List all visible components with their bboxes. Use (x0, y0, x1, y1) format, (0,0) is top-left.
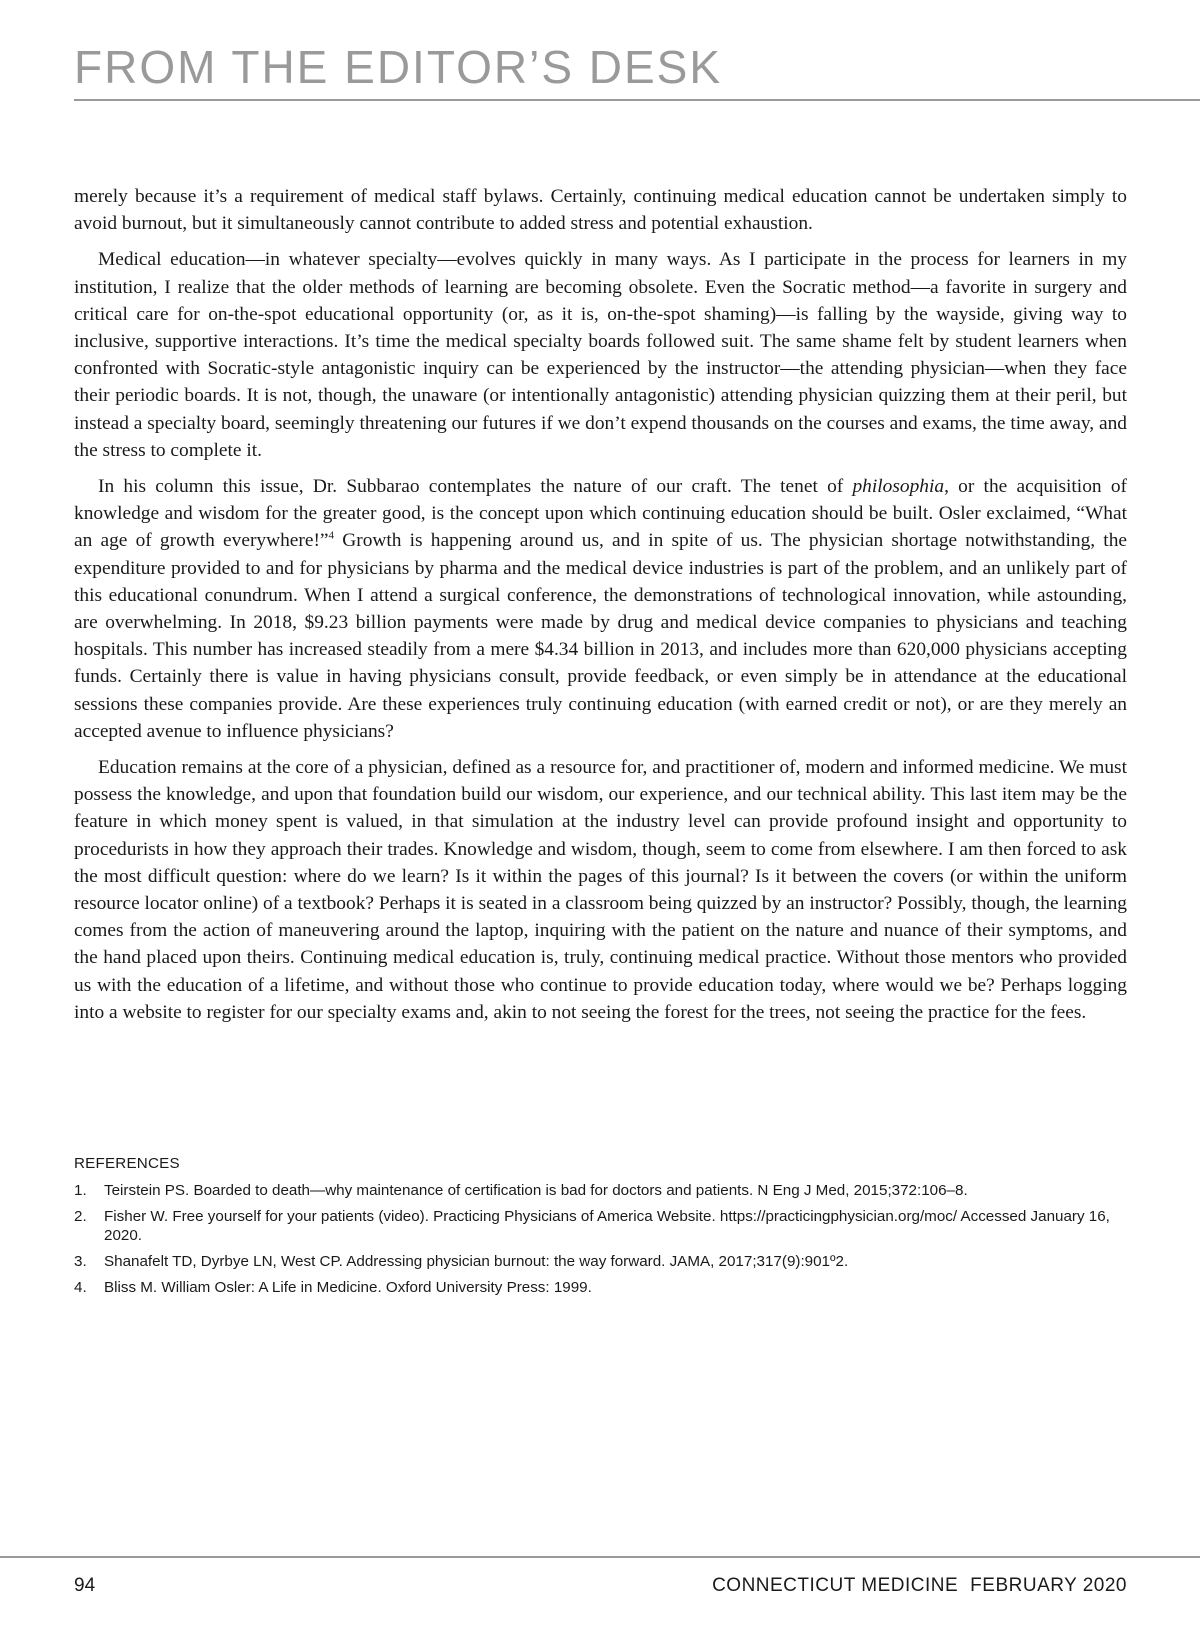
paragraph-3 (74, 473, 1127, 745)
reference-text: Fisher W. Free yourself for your patients (video). Practicing Physicians of America Website. https://practicingphysician.org/moc/ Accessed January 16, 2020. (104, 1208, 1110, 1244)
reference-number: 1. (74, 1182, 87, 1199)
page-number: 94 (74, 1575, 96, 1596)
journal-name: CONNECTICUT MEDICINE (712, 1575, 959, 1596)
header-divider (74, 99, 1200, 101)
reference-item (74, 1207, 1127, 1245)
references-section (74, 1155, 1127, 1304)
issue-date: FEBRUARY 2020 (970, 1575, 1127, 1596)
reference-number: 3. (74, 1253, 87, 1270)
reference-number: 4. (74, 1279, 87, 1296)
section-title: FROM THE EDITOR’S DESK (74, 41, 723, 93)
references-list (74, 1181, 1127, 1297)
paragraph-1: merely because it’s a requirement of medical staff bylaws. Certainly, continuing medical education cannot be undertaken simply to avoid burnout, but it simultaneously cannot contribute to added stress and potential exhaustion. (74, 186, 1127, 235)
reference-item (74, 1181, 1127, 1200)
paragraph-3-part-1: In his column this issue, Dr. Subbarao contemplates the nature of our craft. The tenet of (98, 476, 853, 498)
reference-text: Teirstein PS. Boarded to death—why maintenance of certification is bad for doctors and patients. N Eng J Med, 2015;372:106–8. (104, 1182, 968, 1199)
footer-divider (0, 1556, 1200, 1558)
reference-text: Bliss M. William Osler: A Life in Medicine. Oxford University Press: 1999. (104, 1279, 592, 1296)
reference-number: 2. (74, 1208, 87, 1225)
reference-item (74, 1252, 1127, 1271)
article-body (74, 183, 1127, 1035)
italic-term: philosophia (852, 476, 945, 498)
paragraph-3-part-2: , or the acquisition of knowledge and wisdom for the greater good, is the concept upon which continuing education should be built. Osler exclaimed, “What an age of growth everywhere!” (74, 476, 1127, 552)
reference-text: Shanafelt TD, Dyrbye LN, West CP. Addressing physician burnout: the way forward. JAMA, 2017;317(9):901º2. (104, 1253, 849, 1270)
footer-journal (712, 1575, 1127, 1597)
paragraph-3-part-3: Growth is happening around us, and in spite of us. The physician shortage notwithstanding, the expenditure provided to and for physicians by pharma and the medical device industries is part of the problem, and an unlikely part of this educational conundrum. When I attend a surgical conference, the demonstrations of technological innovation, while astounding, are overwhelming. In 2018, $9.23 billion payments were made by drug and medical device companies to physicians and teaching hospitals. This number has increased steadily from a mere $4.34 billion in 2013, and includes more than 620,000 physicians accepting funds. Certainly there is value in having physicians consult, provide feedback, or even simply be in attendance at the educational sessions these companies provide. Are these experiences truly continuing education (with earned credit or not), or are they merely an accepted avenue to influence physicians? (74, 530, 1127, 742)
citation-superscript: 4 (328, 529, 335, 542)
reference-item (74, 1278, 1127, 1297)
references-heading: REFERENCES (74, 1155, 180, 1172)
paragraph-2: Medical education—in whatever specialty—evolves quickly in many ways. As I participate in the process for learners in my institution, I realize that the older methods of learning are becoming obsolete. Even the Socratic method—a favorite in surgery and critical care for on-the-spot educational opportunity (or, as it is, on-the-spot shaming)—is falling by the wayside, giving way to inclusive, supportive interactions. It’s time the medical specialty boards followed suit. The same shame felt by student learners when confronted with Socratic-style antagonistic inquiry can be experienced by the instructor—the attending physician—when they face their periodic boards. It is not, though, the unaware (or intentionally antagonistic) attending physician quizzing them at their peril, but instead a specialty board, seemingly threatening our futures if we don’t expend thousands on the courses and exams, the time away, and the stress to complete it. (74, 249, 1127, 461)
paragraph-4: Education remains at the core of a physician, defined as a resource for, and practitioner of, modern and informed medicine. We must possess the knowledge, and upon that foundation build our wisdom, our experience, and our technical ability. This last item may be the feature in which money spent is valued, in that simulation at the industry level can provide profound insight and opportunity to procedurists in how they approach their trades. Knowledge and wisdom, though, seem to come from elsewhere. I am then forced to ask the most difficult question: where do we learn? Is it within the pages of this journal? Is it between the covers (or within the uniform resource locator online) of a textbook? Perhaps it is seated in a classroom being quizzed by an instructor? Possibly, though, the learning comes from the action of maneuvering around the laptop, inquiring with the patient on the nature and nuance of their symptoms, and the hand placed upon theirs. Continuing medical education is, truly, continuing medical practice. Without those mentors who provided us with the education of a lifetime, and without those who continue to provide education today, where would we be? Perhaps logging into a website to register for our specialty exams and, akin to not seeing the forest for the trees, not seeing the practice for the fees. (74, 757, 1127, 1023)
